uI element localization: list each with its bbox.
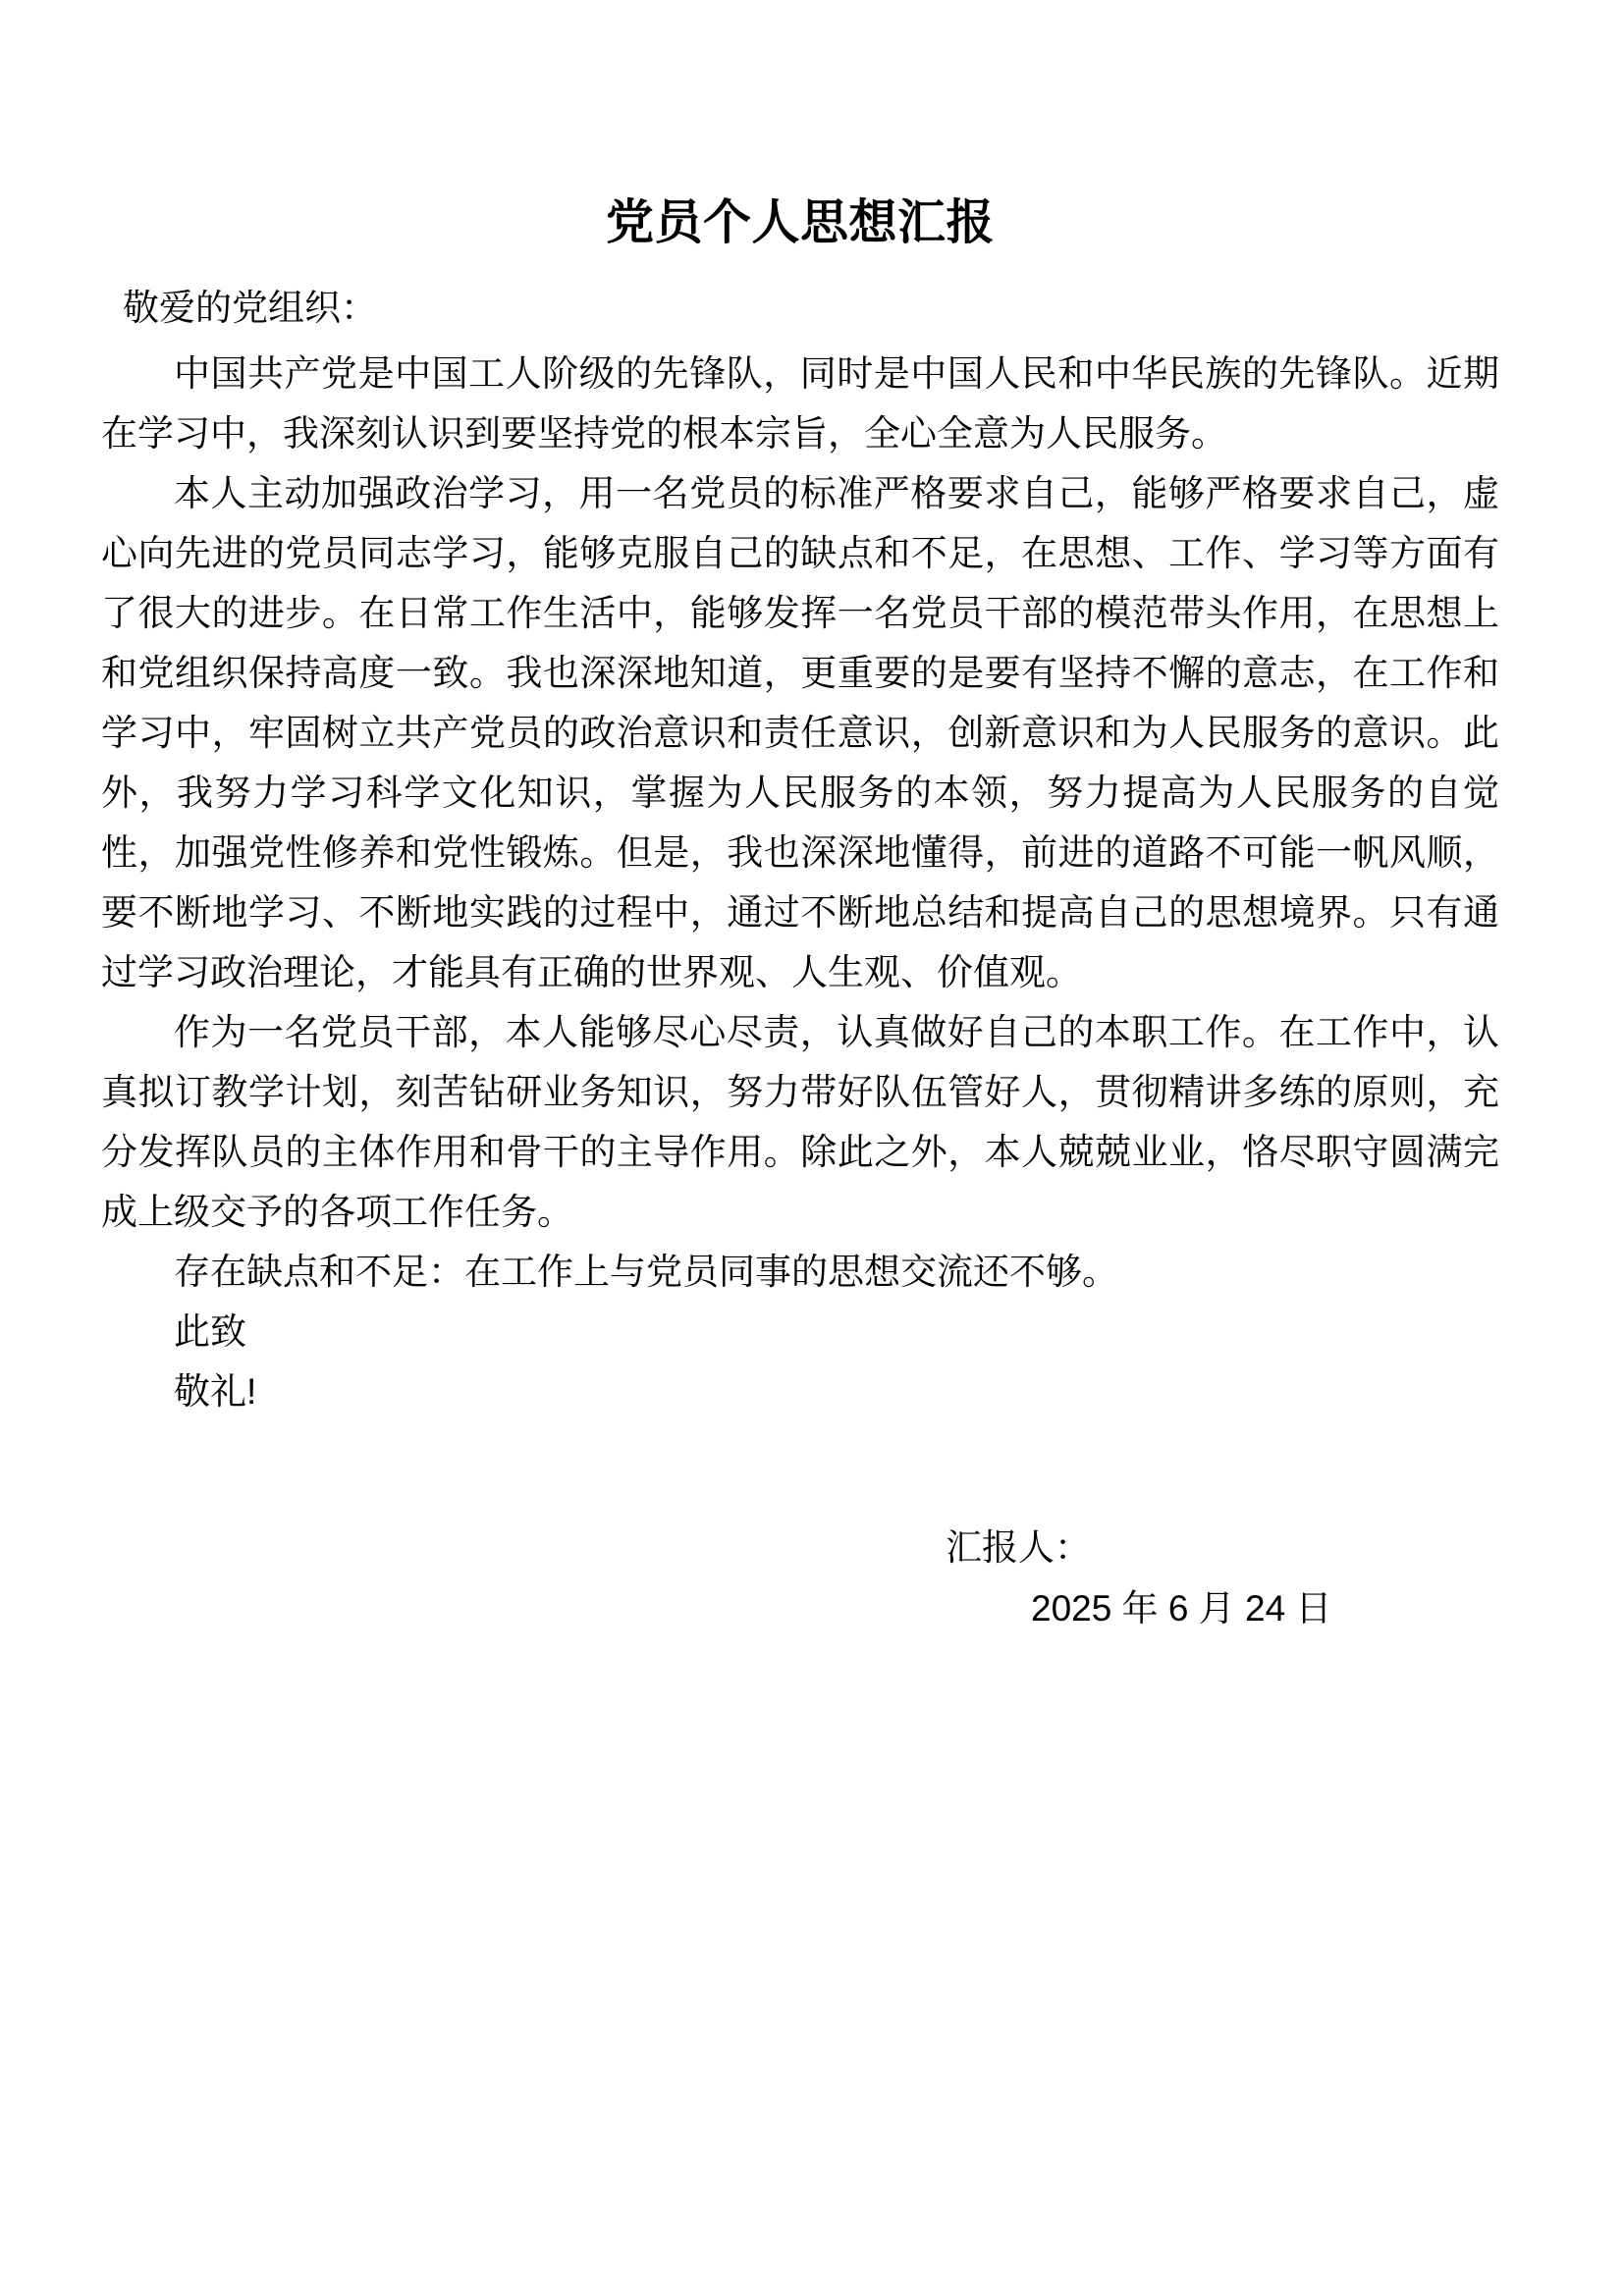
- closing-line-cizhi: 此致: [174, 1311, 246, 1352]
- shortcoming-line: 存在缺点和不足：在工作上与党员同事的思想交流还不够。: [174, 1252, 1118, 1292]
- document-content: [101, 0, 1499, 1639]
- signature-block: [101, 1518, 1499, 1639]
- body-paragraph-2: 本人主动加强政治学习，用一名党员的标准严格要求自己，能够严格要求自己，虚心向先进的党员同志学习，能够克服自己的缺点和不足，在思想、工作、学习等方面有了很大的进步。在日常工作生活中，能够发挥一名党员干部的模范带头作用，在思想上和党组织保持高度一致。我也深深地知道，更重要的是要有坚持不懈的意志，在工作和学习中，牢固树立共产党员的政治意识和责任意识，创新意识和为人民服务的意识。此外，我努力学习科学文化知识，掌握为人民服务的本领，努力提高为人民服务的自觉性，加强党性修养和党性锻炼。但是，我也深深地懂得，前进的道路不可能一帆风顺，要不断地学习、不断地实践的过程中，通过不断地总结和提高自己的思想境界。只有通过学习政治理论，才能具有正确的世界观、人生观、价值观。: [101, 473, 1499, 992]
- closing-line-jingli: 敬礼!: [174, 1371, 257, 1412]
- body-paragraph-1: 中国共产党是中国工人阶级的先锋队，同时是中国人民和中华民族的先锋队。近期在学习中，我深刻认识到要坚持党的根本宗旨，全心全意为人民服务。: [101, 353, 1499, 454]
- page-title: 党员个人思想汇报: [605, 196, 995, 249]
- reporter-label: 汇报人：: [946, 1527, 1091, 1568]
- report-date: 2025 年 6 月 24 日: [1031, 1588, 1332, 1629]
- salutation-line: 敬爱的党组织：: [123, 288, 377, 328]
- body-paragraph-3: 作为一名党员干部，本人能够尽心尽责，认真做好自己的本职工作。在工作中，认真拟订教学计划，刻苦钻研业务知识，努力带好队伍管好人，贯彻精讲多练的原则，充分发挥队员的主体作用和骨干的主导作用。除此之外，本人兢兢业业，恪尽职守圆满完成上级交予的各项工作任务。: [101, 1012, 1499, 1232]
